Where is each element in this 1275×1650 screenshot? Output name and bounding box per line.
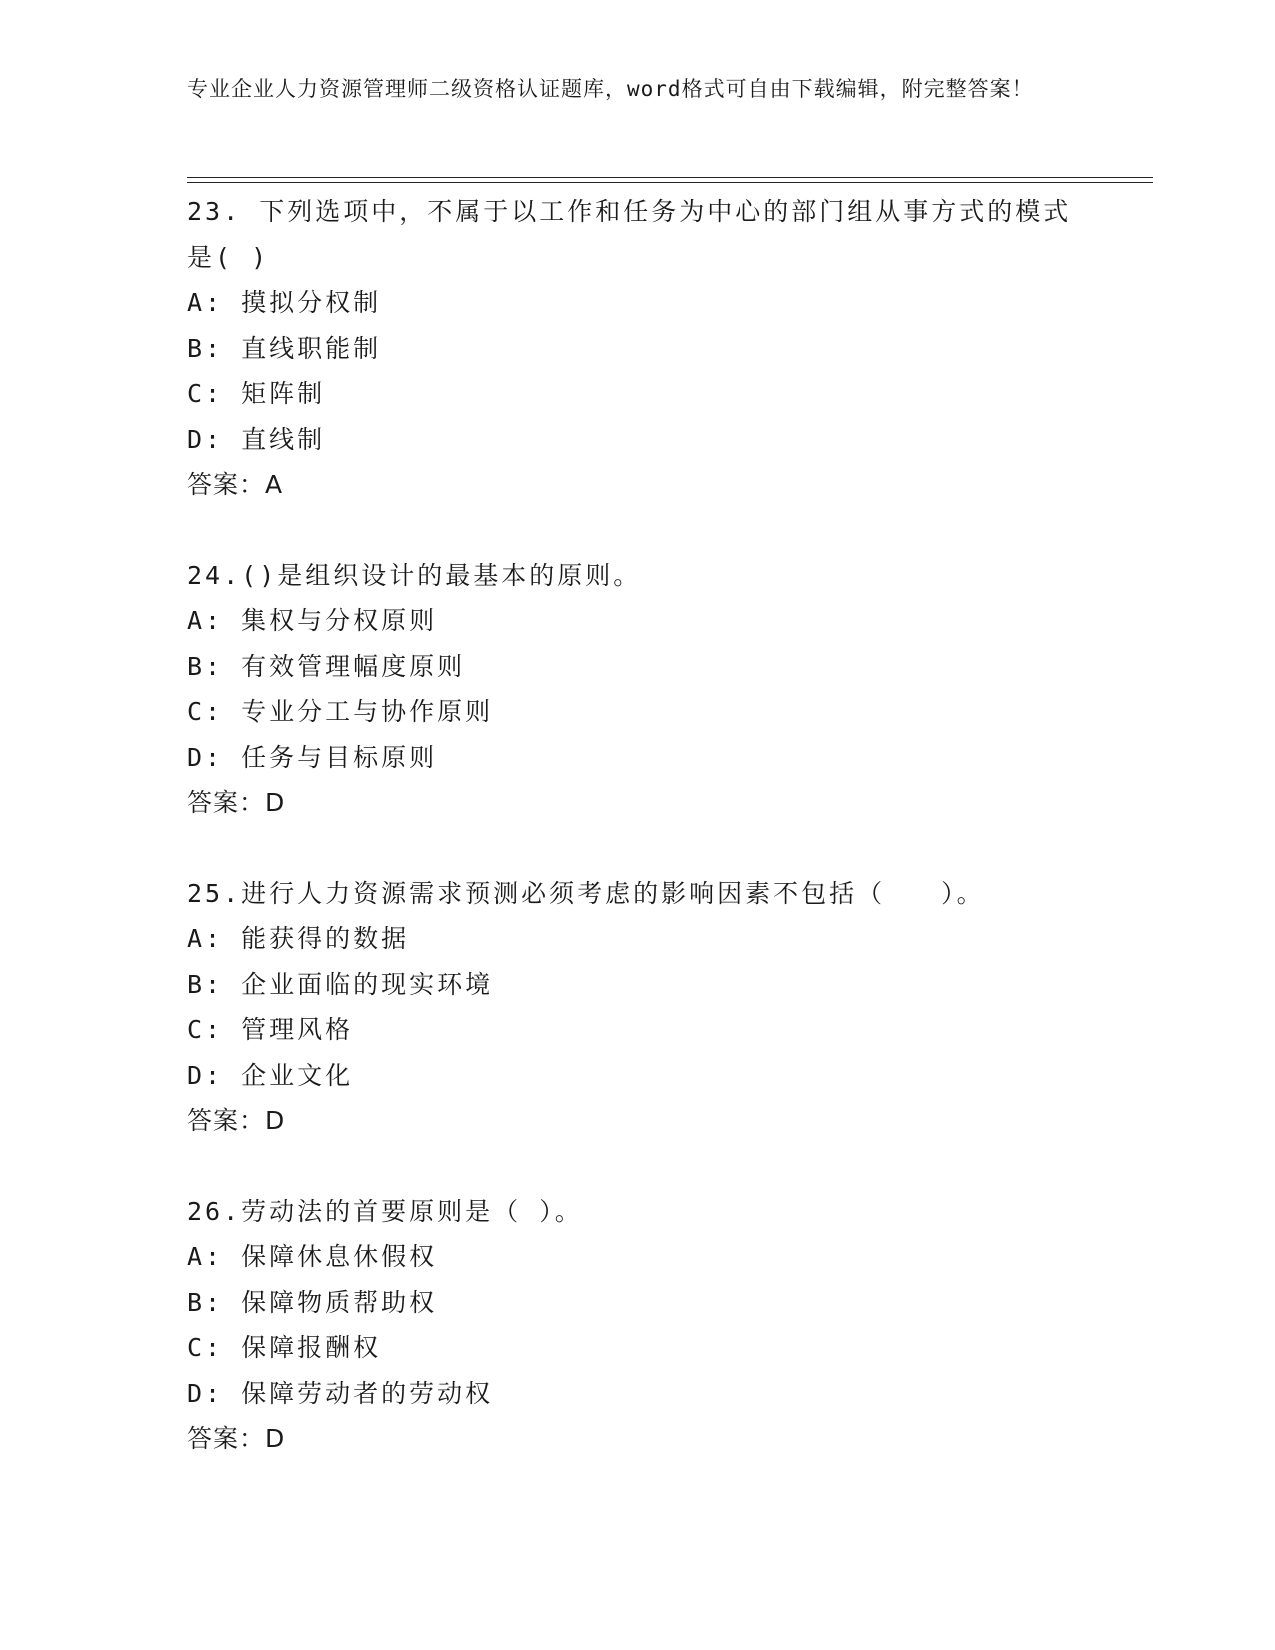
option-d: D: 任务与目标原则 bbox=[187, 742, 438, 772]
answer-label: 答案：D bbox=[187, 1424, 286, 1453]
document-header: 专业企业人力资源管理师二级资格认证题库，word格式可自由下载编辑，附完整答案！ bbox=[187, 77, 1034, 101]
option-c: C: 管理风格 bbox=[187, 1015, 354, 1044]
answer-label: 答案：D bbox=[187, 788, 286, 817]
option-c: C: 保障报酬权 bbox=[187, 1333, 382, 1362]
option-c: C: 专业分工与协作原则 bbox=[187, 697, 494, 726]
option-a: A: 能获得的数据 bbox=[187, 924, 410, 953]
question-spacer bbox=[187, 826, 1087, 871]
option-a: A: 集权与分权原则 bbox=[187, 606, 438, 635]
option-a: A: 摸拟分权制 bbox=[187, 288, 382, 317]
option-b: B: 保障物质帮助权 bbox=[187, 1287, 438, 1317]
question-spacer bbox=[187, 1144, 1087, 1189]
option-c: C: 矩阵制 bbox=[187, 379, 326, 408]
question-stem: 26.劳动法的首要原则是（ ）。 bbox=[187, 1196, 583, 1226]
answer-label: 答案：A bbox=[187, 470, 284, 499]
option-b: B: 直线职能制 bbox=[187, 333, 382, 363]
option-d: D: 直线制 bbox=[187, 424, 326, 454]
header-rule-bottom bbox=[187, 182, 1153, 183]
option-b: B: 有效管理幅度原则 bbox=[187, 651, 466, 681]
question-list bbox=[187, 189, 1087, 1462]
header-rule-top bbox=[187, 177, 1153, 178]
question-26 bbox=[187, 1189, 1087, 1462]
answer-label: 答案：D bbox=[187, 1106, 286, 1135]
option-d: D: 保障劳动者的劳动权 bbox=[187, 1378, 494, 1408]
question-25 bbox=[187, 871, 1087, 1144]
question-spacer bbox=[187, 508, 1087, 553]
option-b: B: 企业面临的现实环境 bbox=[187, 969, 494, 999]
question-24 bbox=[187, 553, 1087, 826]
option-a: A: 保障休息休假权 bbox=[187, 1242, 438, 1271]
question-stem: 25.进行人力资源需求预测必须考虑的影响因素不包括（ ）。 bbox=[187, 878, 985, 908]
option-d: D: 企业文化 bbox=[187, 1060, 354, 1090]
question-stem: 23. 下列选项中，不属于以工作和任务为中心的部门组从事方式的模式是( ) bbox=[187, 197, 1072, 272]
question-stem: 24.()是组织设计的最基本的原则。 bbox=[187, 560, 642, 590]
question-23 bbox=[187, 189, 1087, 508]
